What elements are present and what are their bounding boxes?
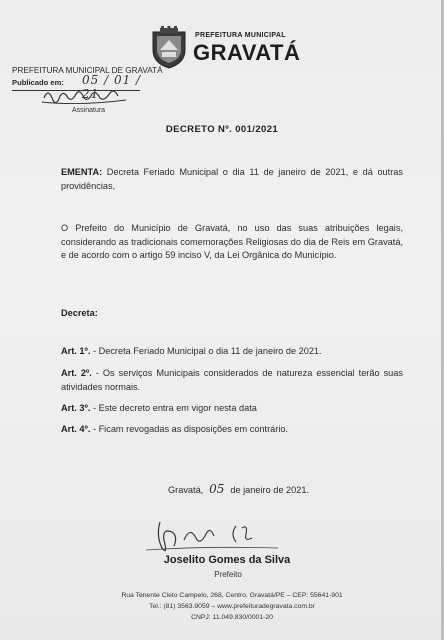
article-3-label: Art. 3º. xyxy=(61,403,91,413)
preamble-paragraph: O Prefeito do Município de Gravatá, no uso das suas atribuições legais, considerando as tradicionais comemorações Religiosas do dia de Reis em Gravatá, e de acordo com o artigo 59 inciso V, da Lei Orgânica do Município. xyxy=(61,223,403,260)
article-1-text: - Decreta Feriado Municipal o dia 11 de janeiro de 2021. xyxy=(90,346,322,356)
article-3-text: - Este decreto entra em vigor nesta data xyxy=(90,403,257,413)
article-2 xyxy=(61,367,403,394)
date-rest: de janeiro de 2021. xyxy=(227,485,310,495)
stamp-signature-scribble xyxy=(40,84,130,106)
article-1 xyxy=(61,345,403,359)
coat-of-arms-icon xyxy=(150,26,188,70)
mayor-signature-scribble xyxy=(138,520,288,556)
stamp-publicado-label: Publicado em: xyxy=(12,78,64,87)
ementa-paragraph xyxy=(61,166,403,193)
ementa-label: EMENTA: xyxy=(61,167,103,177)
footer-cnpj: CNPJ: 11.049.830/0001-20 xyxy=(191,614,273,621)
article-4-text: - Ficam revogadas as disposições em contrário. xyxy=(90,424,289,434)
mayor-name: Joselito Gomes da Silva xyxy=(163,554,291,566)
article-2-text: - Os serviços Municipais considerados de natureza essencial terão suas atividades normais. xyxy=(61,368,403,392)
decreta-heading xyxy=(61,307,403,321)
stamp-publicado-date: 05 / 01 / 21 xyxy=(82,73,142,101)
stamp-title: PREFEITURA MUNICIPAL DE GRAVATÁ xyxy=(12,66,163,75)
handwritten-day: 05 xyxy=(209,482,225,496)
article-1-label: Art. 1º. xyxy=(61,346,91,356)
header-city-name: GRAVATÁ xyxy=(193,40,301,65)
mayor-role: Prefeito xyxy=(214,570,242,579)
article-3 xyxy=(61,402,403,416)
article-2-label: Art. 2º. xyxy=(61,368,92,378)
stamp-caption: Assinatura xyxy=(72,107,106,114)
place-label: Gravatá, xyxy=(168,485,204,495)
publication-stamp xyxy=(12,66,163,114)
footer-address: Rua Tenente Cleto Campelo, 268, Centro, Gravatá/PE – CEP: 55641-901 xyxy=(121,592,343,599)
header-prefeitura-label: PREFEITURA MUNICIPAL xyxy=(195,32,286,39)
place-date xyxy=(168,482,309,496)
footer-phone-web: Tel.: (81) 3563.9059 – www.prefeituradegravata.com.br xyxy=(149,603,315,610)
ementa-text: Decreta Feriado Municipal o dia 11 de janeiro de 2021, e dá outras providências, xyxy=(61,167,403,191)
decreta-label: Decreta: xyxy=(61,308,98,318)
article-4-label: Art. 4º. xyxy=(61,424,91,434)
article-4 xyxy=(61,423,403,437)
decree-title: DECRETO Nº. 001/2021 xyxy=(165,124,279,135)
